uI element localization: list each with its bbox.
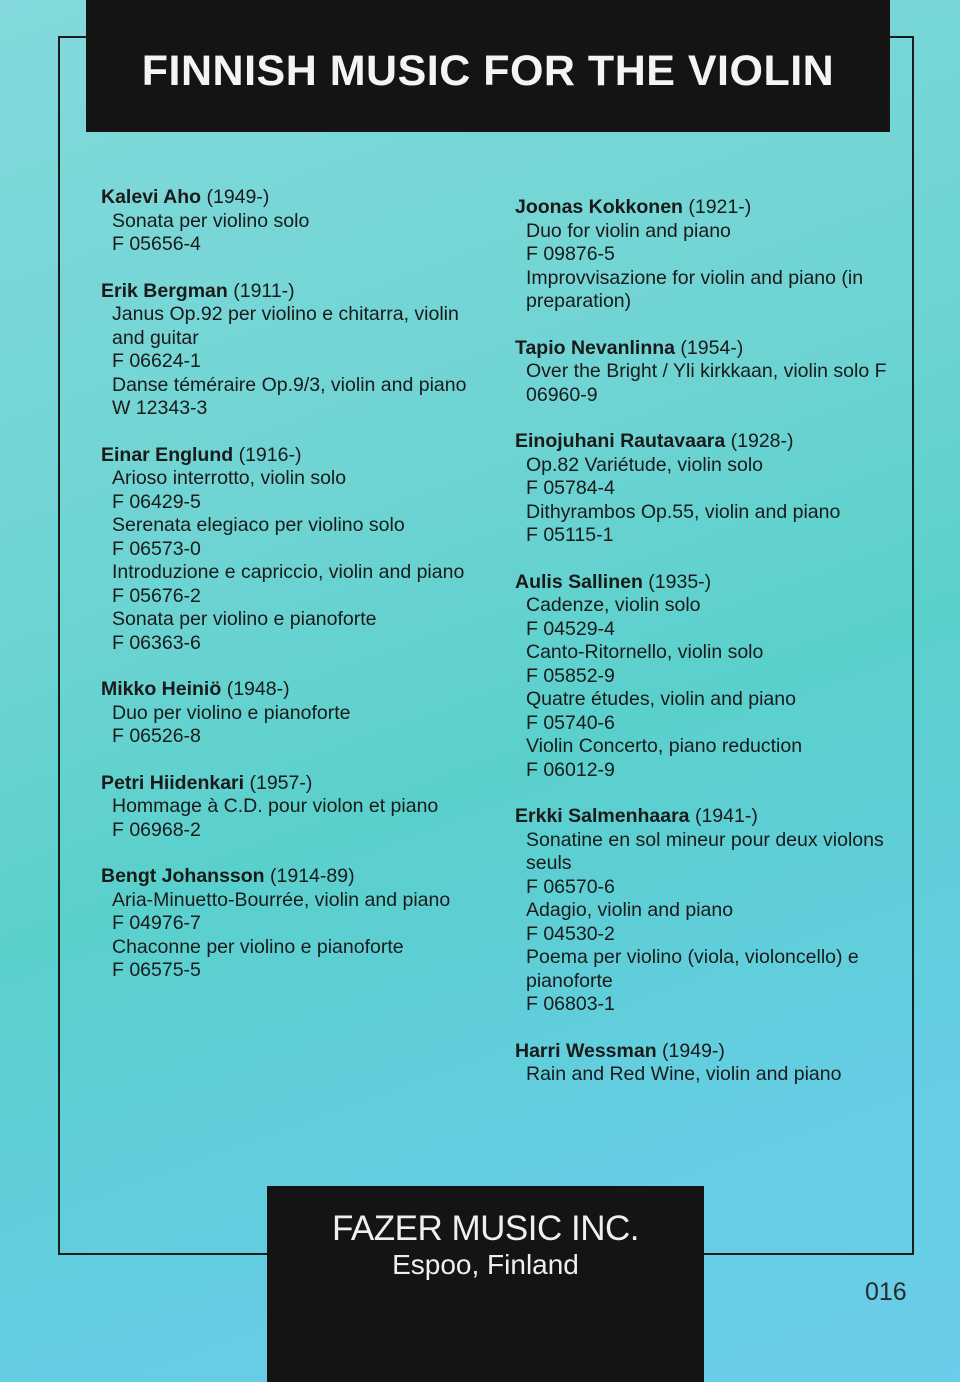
left-column xyxy=(101,186,481,1006)
catalogue-number: F 06570-6 xyxy=(526,875,615,898)
publisher-name: FAZER MUSIC INC. xyxy=(331,1209,640,1248)
catalogue-number: F 06429-5 xyxy=(112,490,201,513)
work-title: Danse téméraire Op.9/3, violin and piano xyxy=(112,373,467,396)
composer-name: Harri Wessman xyxy=(515,1039,657,1062)
composer-name: Einar Englund xyxy=(101,443,234,466)
composer-heading xyxy=(101,444,481,468)
frame-border-top-right xyxy=(888,36,914,38)
composer-entry xyxy=(515,430,905,548)
composer-entry xyxy=(515,337,905,408)
composer-heading xyxy=(101,865,481,889)
composer-name: Aulis Sallinen xyxy=(515,570,643,593)
catalogue-number: F 06803-1 xyxy=(526,993,615,1015)
work-title: Hommage à C.D. pour violon et piano xyxy=(112,795,439,817)
work-title: Dithyrambos Op.55, violin and piano xyxy=(526,500,841,523)
work-title: Violin Concerto, piano reduction xyxy=(526,735,803,757)
composer-name: Kalevi Aho xyxy=(101,186,202,208)
work-title: Adagio, violin and piano xyxy=(526,899,734,921)
composer-name: Einojuhani Rautavaara xyxy=(515,430,726,452)
catalogue-number: F 05740-6 xyxy=(526,711,615,734)
title-banner xyxy=(86,0,890,132)
composer-dates: (1911-) xyxy=(233,279,295,302)
work-title: Serenata elegiaco per violino solo xyxy=(112,514,405,536)
frame-border-right xyxy=(912,36,914,1254)
composer-heading xyxy=(515,805,905,829)
work-title: Arioso interrotto, violin solo xyxy=(112,467,347,489)
catalogue-number: F 04529-4 xyxy=(526,617,615,640)
works-list xyxy=(101,210,481,257)
composer-heading xyxy=(101,678,481,702)
catalogue-number: F 09876-5 xyxy=(526,243,615,265)
composer-heading xyxy=(515,337,905,361)
works-list xyxy=(515,220,905,314)
composer-heading xyxy=(515,571,905,595)
work-title: Sonata per violino solo xyxy=(112,209,310,232)
composer-name: Bengt Johansson xyxy=(101,865,265,887)
composer-dates: (1954-) xyxy=(680,336,744,359)
catalogue-number: F 05656-4 xyxy=(112,233,201,255)
composer-dates: (1949-) xyxy=(662,1039,725,1062)
page-number: 016 xyxy=(865,1278,907,1306)
work-title: Janus Op.92 per violino e chitarra, violin and guitar xyxy=(112,303,459,349)
composer-entry xyxy=(101,280,481,421)
work-title: Aria-Minuetto-Bourrée, violin and piano xyxy=(112,888,451,911)
composer-entry xyxy=(101,865,481,983)
publisher-location: Espoo, Finland xyxy=(392,1249,579,1280)
composer-heading xyxy=(515,196,905,220)
catalogue-number: F 06526-8 xyxy=(112,725,201,747)
work-title: Duo for violin and piano xyxy=(526,219,731,242)
work-title: Over the Bright / Yli kirkkaan, violin solo F 06960-9 xyxy=(526,360,887,406)
composer-name: Tapio Nevanlinna xyxy=(515,336,675,359)
composer-name: Mikko Heiniö xyxy=(101,678,222,700)
composer-name: Petri Hiidenkari xyxy=(101,771,245,794)
catalogue-number: F 05676-2 xyxy=(112,584,201,607)
composer-heading xyxy=(515,1040,905,1064)
frame-border-top-left xyxy=(58,36,88,38)
composer-dates: (1949-) xyxy=(206,186,270,208)
work-title: Op.82 Variétude, violin solo xyxy=(526,453,764,476)
composer-name: Joonas Kokkonen xyxy=(515,196,683,218)
works-list xyxy=(515,360,905,407)
composer-heading xyxy=(101,186,481,210)
catalogue-number: F 05115-1 xyxy=(526,524,614,546)
composer-dates: (1941-) xyxy=(694,805,758,827)
work-title: Introduzione e capriccio, violin and piano xyxy=(112,561,465,583)
catalogue-number: F 06012-9 xyxy=(526,758,615,781)
composer-entry xyxy=(515,571,905,783)
composer-heading xyxy=(101,280,481,304)
composer-dates: (1935-) xyxy=(648,570,712,593)
composer-entry xyxy=(101,444,481,656)
composer-dates: (1921-) xyxy=(688,196,752,218)
frame-border-bottom-right xyxy=(704,1253,914,1255)
catalogue-number: W 12343-3 xyxy=(112,397,208,419)
catalogue-number: F 06575-5 xyxy=(112,959,201,981)
frame-border-bottom-left xyxy=(58,1253,268,1255)
composer-dates: (1916-) xyxy=(238,443,302,466)
frame-border-left xyxy=(58,36,60,1254)
catalogue-number: F 04976-7 xyxy=(112,912,201,934)
composer-entry xyxy=(101,678,481,749)
catalogue-number: F 06968-2 xyxy=(112,818,201,841)
composer-entry xyxy=(515,805,905,1017)
composer-dates: (1957-) xyxy=(249,771,313,794)
publisher-footer xyxy=(267,1186,704,1382)
works-list xyxy=(101,303,481,421)
work-title: Sonata per violino e pianoforte xyxy=(112,608,377,630)
work-title: Duo per violino e pianoforte xyxy=(112,701,351,724)
composer-dates: (1914-89) xyxy=(270,865,355,887)
composer-entry xyxy=(515,196,905,314)
right-column xyxy=(515,196,905,1110)
composer-heading xyxy=(101,772,481,796)
works-list xyxy=(101,702,481,749)
work-title: Sonatine en sol mineur pour deux violons seuls xyxy=(526,828,884,874)
work-title: Cadenze, violin solo xyxy=(526,594,701,616)
work-title: Quatre études, violin and piano xyxy=(526,688,796,710)
works-list xyxy=(515,1063,905,1087)
page-title: FINNISH MUSIC FOR THE VIOLIN xyxy=(141,46,835,95)
composer-dates: (1948-) xyxy=(226,678,290,700)
composer-name: Erik Bergman xyxy=(101,279,228,302)
works-list xyxy=(515,829,905,1017)
works-list xyxy=(101,467,481,655)
composer-entry xyxy=(101,772,481,843)
catalogue-number: F 06624-1 xyxy=(112,350,201,372)
catalogue-number: F 05852-9 xyxy=(526,664,615,687)
work-title: Canto-Ritornello, violin solo xyxy=(526,641,764,663)
composer-entry xyxy=(101,186,481,257)
composer-entry xyxy=(515,1040,905,1087)
works-list xyxy=(101,795,481,842)
work-title: Chaconne per violino e pianoforte xyxy=(112,935,404,958)
catalogue-number: F 06363-6 xyxy=(112,631,201,654)
composer-name: Erkki Salmenhaara xyxy=(515,805,690,827)
works-list xyxy=(515,594,905,782)
work-title: Rain and Red Wine, violin and piano xyxy=(526,1063,842,1085)
catalogue-number: F 06573-0 xyxy=(112,537,201,560)
catalogue-number: F 04530-2 xyxy=(526,922,615,945)
catalogue-number: F 05784-4 xyxy=(526,477,615,499)
works-list xyxy=(515,454,905,548)
composer-heading xyxy=(515,430,905,454)
work-title: Poema per violino (viola, violoncello) e pianoforte xyxy=(526,946,859,992)
works-list xyxy=(101,889,481,983)
work-title: Improvvisazione for violin and piano (in preparation) xyxy=(526,266,864,312)
composer-dates: (1928-) xyxy=(730,430,794,452)
